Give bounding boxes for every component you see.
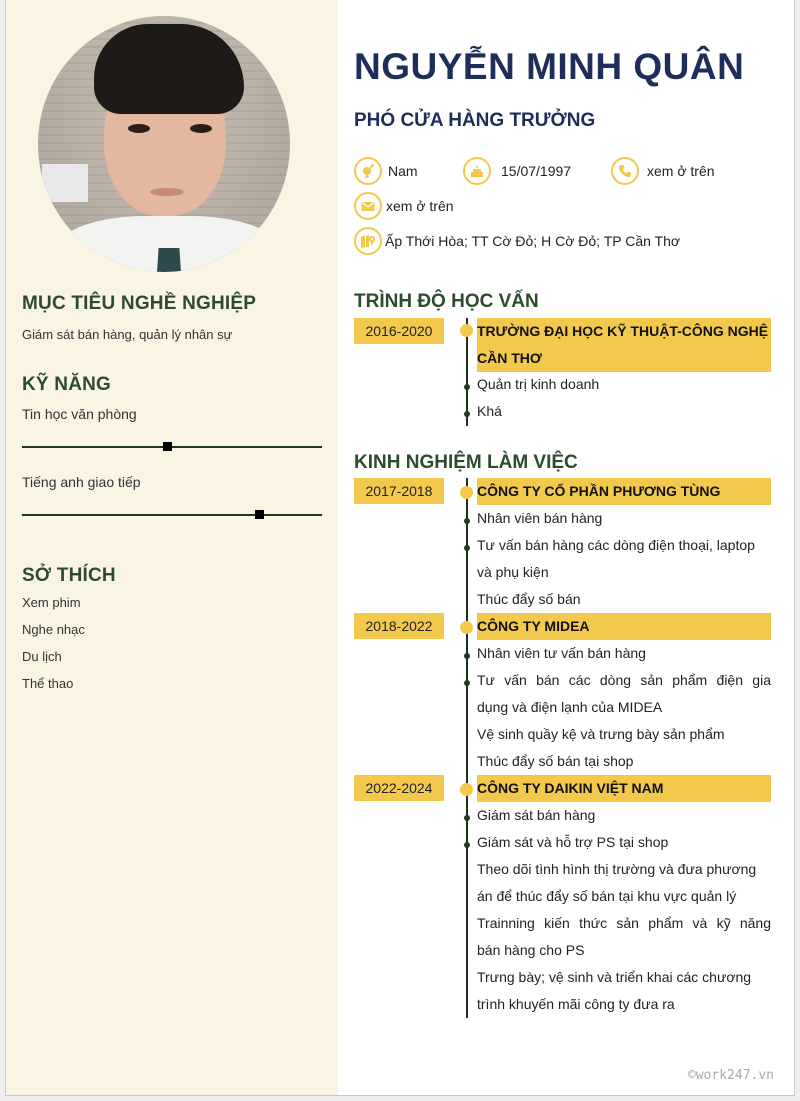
hobby-item: Du lịch [22, 649, 62, 664]
birthday-cake-icon [463, 157, 491, 185]
bullet-dot [464, 680, 470, 686]
bullet-dot [464, 653, 470, 659]
skill-bar [22, 514, 322, 516]
gender-icon [354, 157, 382, 185]
education-period: 2016-2020 [354, 318, 444, 344]
experience-detail: Tư vấn bán hàng các dòng điện thoại, laptop [477, 537, 755, 553]
hobbies-title: SỞ THÍCH [22, 565, 116, 586]
bullet-dot [464, 384, 470, 390]
experience-detail: Giám sát và hỗ trợ PS tại shop [477, 834, 669, 850]
skill-level-marker [163, 442, 172, 451]
info-phone [611, 157, 715, 185]
objective-section [22, 293, 322, 342]
map-pin-icon [354, 227, 382, 255]
timeline-dot [460, 324, 473, 337]
education-detail: Khá [477, 403, 502, 419]
school-name-line1: TRƯỜNG ĐẠI HỌC KỸ THUẬT-CÔNG NGHỆ [477, 323, 769, 339]
skill-label: Tiếng anh giao tiếp [22, 474, 141, 490]
company-name: CÔNG TY MIDEA [477, 613, 771, 640]
education-detail: Quản trị kinh doanh [477, 376, 600, 392]
info-birthday [463, 157, 571, 185]
bullet-dot [464, 518, 470, 524]
email-value: xem ở trên [386, 198, 454, 214]
experience-detail: Trưng bày; vệ sinh và triển khai các chương [477, 969, 752, 985]
experience-detail: bán hàng cho PS [477, 942, 585, 958]
avatar [38, 16, 290, 272]
education-school [477, 318, 771, 372]
experience-detail: Vệ sinh quầy kệ và trưng bày sản phẩm [477, 726, 725, 742]
birthday-value: 15/07/1997 [501, 163, 572, 179]
cv-page [5, 0, 795, 1096]
phone-value: xem ở trên [647, 163, 715, 179]
timeline-dot [460, 486, 473, 499]
hobbies-section [22, 565, 322, 697]
objective-text: Giám sát bán hàng, quản lý nhân sự [22, 327, 233, 342]
job-position: PHÓ CỬA HÀNG TRƯỞNG [354, 110, 596, 131]
address-value: Ấp Thới Hòa; TT Cờ Đỏ; H Cờ Đỏ; TP Cần Thơ [385, 233, 681, 249]
experience-detail: Trainning kiến thức sản phẩm và kỹ năng [477, 915, 771, 931]
bullet-dot [464, 545, 470, 551]
background-note [42, 164, 88, 202]
watermark: ©work247.vn [687, 1068, 774, 1083]
hobby-item: Thể thao [22, 676, 74, 691]
gender-value: Nam [388, 163, 418, 179]
experience-period: 2022-2024 [354, 775, 444, 801]
experience-detail: Giám sát bán hàng [477, 807, 596, 823]
experience-timeline-line [466, 478, 468, 1018]
experience-period: 2017-2018 [354, 478, 444, 504]
experience-detail: án để thúc đẩy số bán tại khu vực quản lý [477, 888, 737, 904]
hobby-item: Nghe nhạc [22, 622, 85, 637]
phone-icon [611, 157, 639, 185]
company-name: CÔNG TY DAIKIN VIỆT NAM [477, 775, 771, 802]
experience-detail: dụng và điện lạnh của MIDEA [477, 699, 663, 715]
experience-period: 2018-2022 [354, 613, 444, 639]
info-address [354, 227, 680, 255]
experience-detail: và phụ kiện [477, 564, 549, 580]
envelope-icon [354, 192, 382, 220]
objective-title: MỤC TIÊU NGHỀ NGHIỆP [22, 293, 257, 314]
bullet-dot [464, 411, 470, 417]
bullet-dot [464, 815, 470, 821]
skill-label: Tin học văn phòng [22, 406, 137, 422]
full-name: NGUYỄN MINH QUÂN [354, 46, 745, 87]
experience-detail: Theo dõi tình hình thị trường và đưa phương [477, 861, 757, 877]
company-name: CÔNG TY CỔ PHẦN PHƯƠNG TÙNG [477, 478, 771, 505]
info-gender [354, 157, 418, 185]
sidebar [6, 0, 338, 1095]
experience-detail: trình khuyến mãi công ty đưa ra [477, 996, 675, 1012]
main-content [338, 0, 795, 1095]
experience-detail: Thúc đẩy số bán [477, 591, 581, 607]
skill-bar [22, 446, 322, 448]
experience-title: KINH NGHIỆM LÀM VIỆC [354, 452, 578, 473]
school-name-line2: CẦN THƠ [477, 350, 542, 366]
timeline-dot [460, 621, 473, 634]
bullet-dot [464, 842, 470, 848]
skill-level-marker [255, 510, 264, 519]
experience-detail: Nhân viên bán hàng [477, 510, 603, 526]
skills-title: KỸ NĂNG [22, 374, 112, 395]
hobby-item: Xem phim [22, 595, 81, 610]
experience-detail: Thúc đẩy số bán tại shop [477, 753, 634, 769]
experience-detail: Tư vấn bán các dòng sản phẩm điện gia [477, 672, 771, 688]
experience-detail: Nhân viên tư vấn bán hàng [477, 645, 646, 661]
skills-section [22, 374, 322, 516]
education-title: TRÌNH ĐỘ HỌC VẤN [354, 291, 539, 312]
timeline-dot [460, 783, 473, 796]
info-email [354, 192, 454, 220]
